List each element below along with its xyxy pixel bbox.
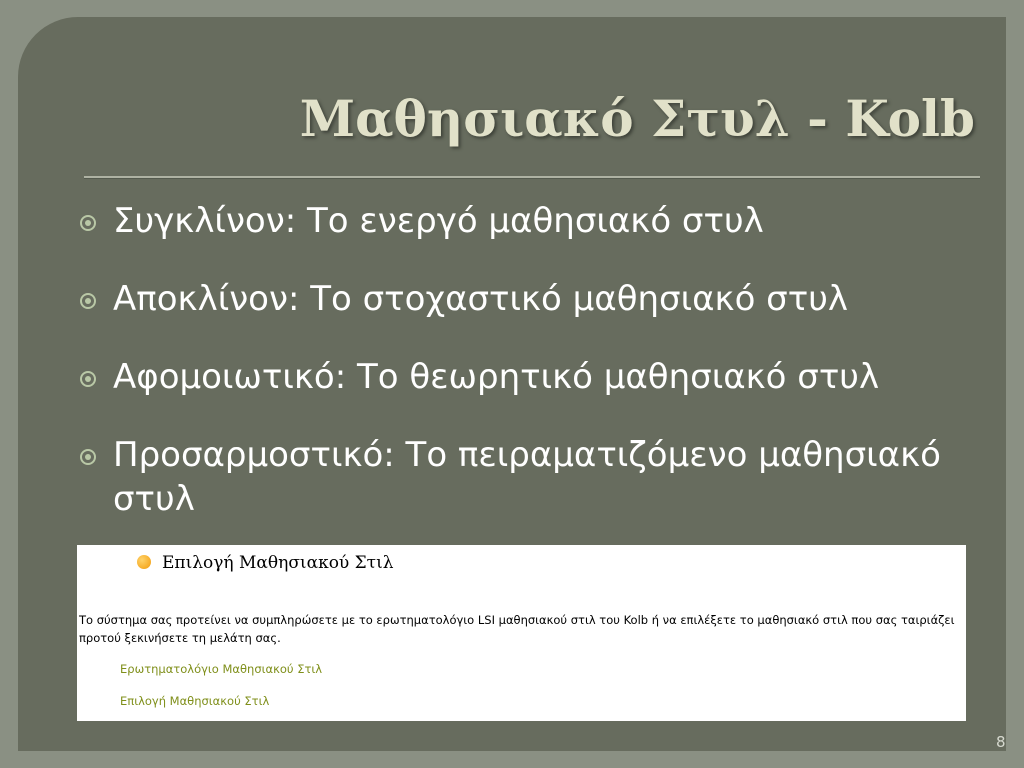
- bullet-item-1: [80, 199, 960, 243]
- panel-description: Το σύστημα σας προτείνει να συμπληρώσετε με το ερωτηματολόγιο LSI μαθησιακού στιλ του Kolb ή να επιλέξετε το μαθησιακό στιλ που σας ταιριάζει προτού ξεκινήσετε τη μελάτη σας.: [79, 613, 955, 645]
- page-number: 8: [996, 733, 1006, 751]
- bullet-item-3: [80, 355, 960, 399]
- bullet-text: Συγκλίνον: Το ενεργό μαθησιακό στυλ: [113, 201, 764, 241]
- bullet-list: [80, 199, 960, 555]
- orange-dot-icon: [137, 555, 151, 569]
- panel-title: Επιλογή Μαθησιακού Στιλ: [162, 553, 394, 573]
- bullet-text: Προσαρμοστικό: Το πειραματιζόμενο μαθησιακό στυλ: [113, 435, 941, 519]
- bullet-text: Αποκλίνον: Το στοχαστικό μαθησιακό στυλ: [113, 279, 848, 319]
- circled-dot-bullet-icon: [80, 449, 96, 465]
- bullet-item-4: [80, 433, 960, 521]
- circled-dot-bullet-icon: [80, 371, 96, 387]
- bullet-item-2: [80, 277, 960, 321]
- title-divider: [84, 176, 980, 179]
- learning-style-selection-panel: [77, 545, 966, 721]
- learning-style-selection-link[interactable]: Επιλογή Μαθησιακού Στιλ: [120, 694, 270, 708]
- circled-dot-bullet-icon: [80, 215, 96, 231]
- circled-dot-bullet-icon: [80, 293, 96, 309]
- slide-title: Μαθησιακό Στυλ - Kolb: [299, 89, 975, 148]
- questionnaire-link[interactable]: Ερωτηματολόγιο Μαθησιακού Στιλ: [120, 662, 323, 676]
- bullet-text: Αφομοιωτικό: Το θεωρητικό μαθησιακό στυλ: [113, 357, 880, 397]
